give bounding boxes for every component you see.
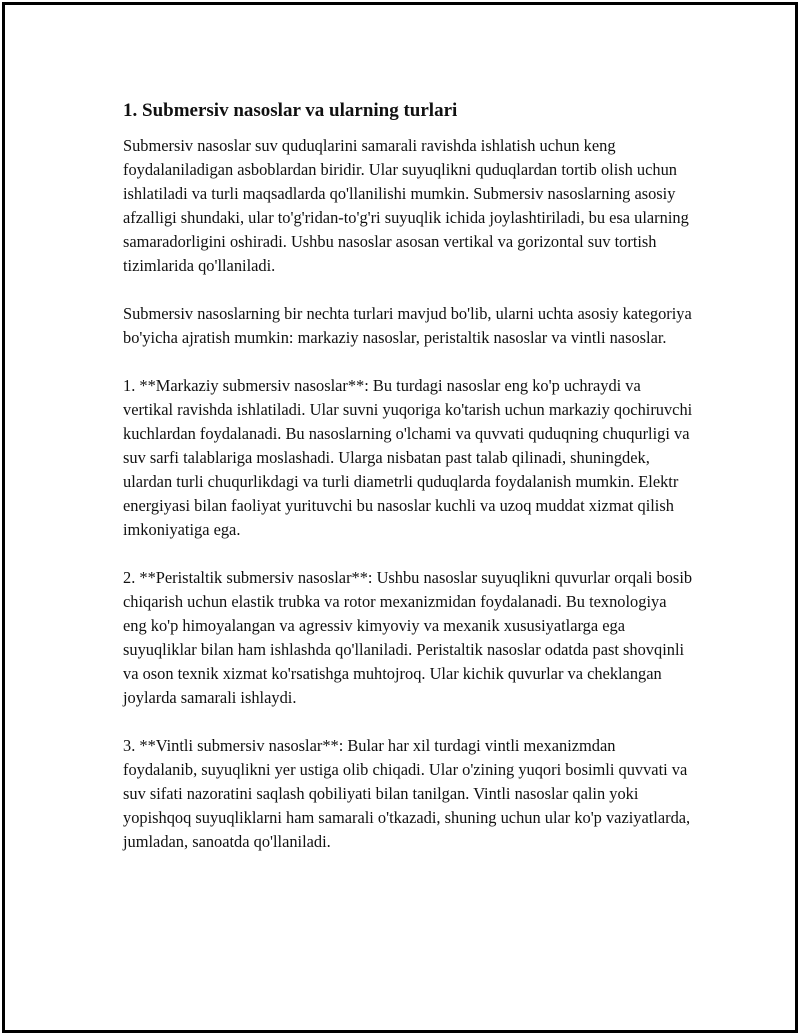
paragraph-peristaltic-pumps: 2. **Peristaltik submersiv nasoslar**: Ushbu nasoslar suyuqlikni quvurlar orqali bosib chiqarish uchun elastik trubka va rotor mexanizmidan foydalanadi. Bu texnologiya eng ko'p himoyalangan va agressiv kimyoviy va mexanik xususiyatlarga ega suyuqliklar bilan ham ishlashda qo'llaniladi. Peristaltik nasoslar odatda past shovqinli va oson texnik xizmat ko'rsatishga muhtojroq. Ular kichik quvurlar va cheklangan joylarda samarali ishlaydi.: [123, 568, 693, 707]
paragraph-screw-pumps: 3. **Vintli submersiv nasoslar**: Bular har xil turdagi vintli mexanizmdan foydalanib, suyuqlikni yer ustiga olib chiqadi. Ular o'zining yuqori bosimli quvvati va suv sifati nazoratini saqlash qobiliyati bilan tanilgan. Vintli nasoslar qalin yoki yopishqoq suyuqliklarni ham samarali o'tkazadi, shuning uchun ular ko'p vaziyatlarda, jumladan, sanoatda qo'llaniladi.: [123, 736, 691, 851]
paragraph-intro: Submersiv nasoslar suv quduqlarini samarali ravishda ishlatish uchun keng foydalaniladigan asboblardan biridir. Ular suyuqlikni quduqlardan tortib olish uchun ishlatiladi va turli maqsadlarda qo'llanilishi mumkin. Submersiv nasoslarning asosiy afzalligi shundaki, ular to'g'ridan-to'g'ri suyuqlik ichida joylashtiriladi, bu esa ularning samaradorligini oshiradi. Ushbu nasoslar asosan vertikal va gorizontal suv tortish tizimlarida qo'llaniladi.: [123, 136, 689, 275]
document-body: [123, 99, 693, 878]
page-frame: [2, 2, 798, 1033]
paragraph-centrifugal-pumps: 1. **Markaziy submersiv nasoslar**: Bu turdagi nasoslar eng ko'p uchraydi va vertikal ravishda ishlatiladi. Ular suvni yuqoriga ko'tarish uchun markaziy qochiruvchi kuchlardan foydalanadi. Bu nasoslarning o'lchami va quvvati quduqning chuqurligi va suv sarfi talablariga moslashadi. Ularga nisbatan past talab qilinadi, shuningdek, ulardan turli chuqurlikdagi va turli diametrli quduqlarda foydalanish mumkin. Elektr energiyasi bilan faoliyat yurituvchi bu nasoslar kuchli va uzoq muddat xizmat qilish imkoniyatiga ega.: [123, 376, 693, 539]
paragraph-types-overview: Submersiv nasoslarning bir nechta turlari mavjud bo'lib, ularni uchta asosiy kategoriya bo'yicha ajratish mumkin: markaziy nasoslar, peristaltik nasoslar va vintli nasoslar.: [123, 304, 692, 347]
section-heading: 1. Submersiv nasoslar va ularning turlari: [123, 100, 458, 121]
